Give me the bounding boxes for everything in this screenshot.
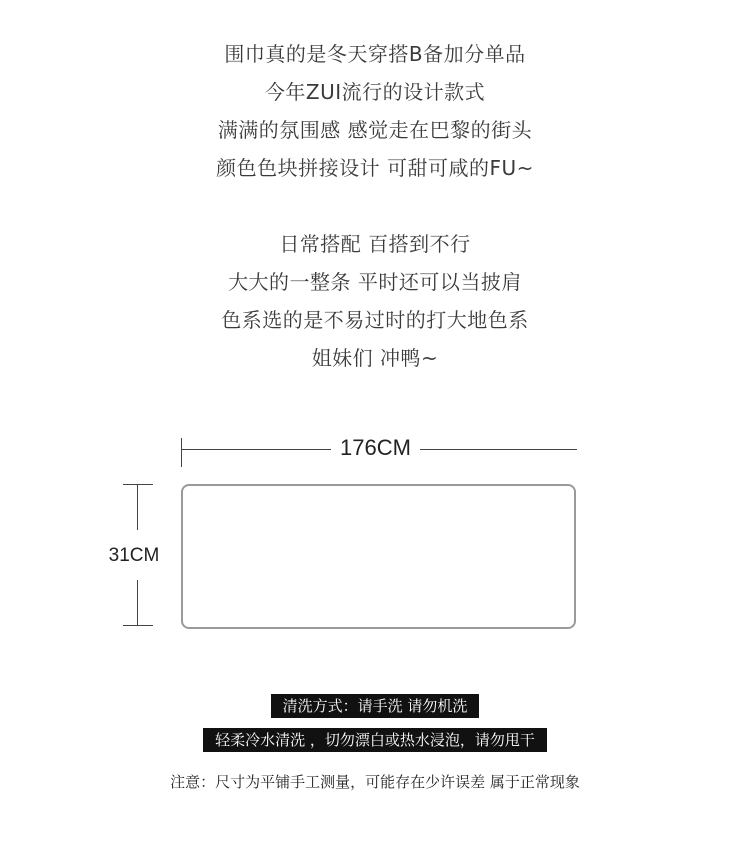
intro-line: 姐妹们 冲鸭~ — [311, 346, 439, 370]
care-row-2 — [0, 728, 750, 752]
width-dimension-line-right — [420, 449, 577, 450]
intro-line: 满满的氛围感 感觉走在巴黎的街头 — [217, 118, 533, 142]
height-dimension-tick-top — [123, 484, 153, 485]
wash-detail-tag: 轻柔冷水清洗 ，切勿漂白或热水浸泡，请勿甩干 — [203, 728, 547, 752]
intro-line: 色系选的是不易过时的打大地色系 — [221, 308, 529, 332]
intro-line: 颜色色块拼接设计 可甜可咸的FU~ — [216, 156, 534, 180]
intro-paragraph-2 — [0, 225, 750, 377]
care-row-1 — [0, 694, 750, 718]
height-dimension-line-bottom — [137, 580, 138, 626]
width-dimension-line-left — [181, 449, 331, 450]
height-dimension-label: 31CM — [108, 545, 160, 566]
measurement-note: 注意：尺寸为平铺手工测量，可能存在少许误差 属于正常现象 — [170, 773, 580, 791]
width-dimension-label: 176CM — [340, 435, 411, 460]
intro-line: 日常搭配 百搭到不行 — [279, 232, 471, 256]
width-dimension-tick — [181, 438, 182, 467]
intro-paragraph-1 — [0, 35, 750, 187]
scarf-outline — [181, 484, 576, 629]
height-dimension-line-top — [137, 484, 138, 530]
wash-method-tag: 清洗方式：请手洗 请勿机洗 — [271, 694, 480, 718]
intro-line: 今年ZUI流行的设计款式 — [264, 80, 486, 104]
height-dimension-tick-bottom — [123, 625, 153, 626]
intro-line: 大大的一整条 平时还可以当披肩 — [228, 270, 522, 294]
intro-line: 围巾真的是冬天穿搭B备加分单品 — [224, 42, 526, 66]
